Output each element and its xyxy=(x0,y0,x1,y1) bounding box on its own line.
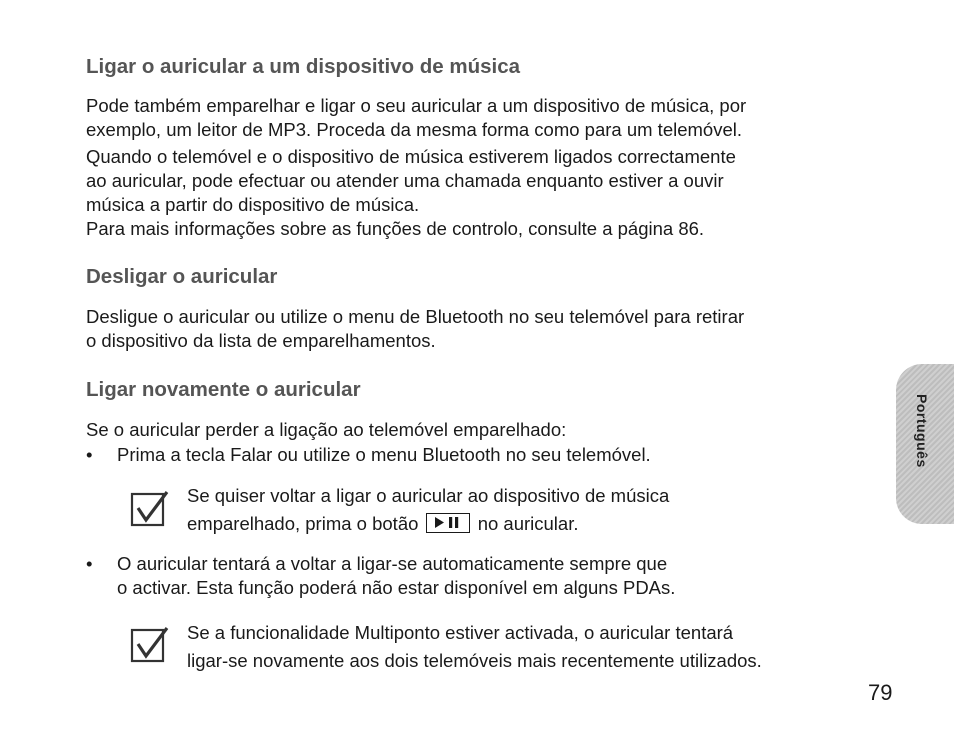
text-fragment: no auricular. xyxy=(477,513,579,534)
reconnect-intro: Se o auricular perder a ligação ao telemóvel emparelhado: xyxy=(86,419,567,440)
text-line xyxy=(187,510,669,538)
text-line: o activar. Esta função poderá não estar disponível em alguns PDAs. xyxy=(117,577,676,598)
text-line: Quando o telemóvel e o dispositivo de música estiverem ligados correctamente xyxy=(86,146,736,167)
text-line: Pode também emparelhar e ligar o seu auricular a um dispositivo de música, por xyxy=(86,95,747,116)
text-line: Se a funcionalidade Multiponto estiver activada, o auricular tentará xyxy=(187,622,734,643)
section-heading-connect-music: Ligar o auricular a um dispositivo de música xyxy=(86,55,521,78)
paragraph-calls-while-music xyxy=(86,145,736,241)
paragraph-disconnect xyxy=(86,305,744,353)
text-line: o dispositivo da lista de emparelhamentos. xyxy=(86,330,436,351)
section-heading-reconnect: Ligar novamente o auricular xyxy=(86,378,361,401)
text-line: ligar-se novamente aos dois telemóveis mais recentemente utilizados. xyxy=(187,650,762,671)
bullet-text: Prima a tecla Falar ou utilize o menu Bluetooth no seu telemóvel. xyxy=(117,444,651,465)
checkbox-check-icon xyxy=(130,626,170,671)
text-fragment: emparelhado, prima o botão xyxy=(187,513,419,534)
text-line: exemplo, um leitor de MP3. Proceda da mesma forma como para um telemóvel. xyxy=(86,119,743,140)
text-line: O auricular tentará a voltar a ligar-se automaticamente sempre que xyxy=(117,553,668,574)
text-line: Para mais informações sobre as funções de controlo, consulte a página 86. xyxy=(86,218,705,239)
text-line: ao auricular, pode efectuar ou atender uma chamada enquanto estiver a ouvir xyxy=(86,170,724,191)
checkbox-check-icon xyxy=(130,490,170,535)
text-line: Desligue o auricular ou utilize o menu de Bluetooth no seu telemóvel para retirar xyxy=(86,306,745,327)
bullet-marker: • xyxy=(86,444,93,465)
language-side-tab xyxy=(896,364,954,524)
page-number: 79 xyxy=(868,680,893,705)
side-tab-label: Português xyxy=(914,394,930,468)
bullet-text xyxy=(117,552,675,600)
paragraph-pair-music xyxy=(86,94,746,142)
note-reconnect-music xyxy=(187,482,669,538)
section-heading-disconnect: Desligar o auricular xyxy=(86,265,278,288)
play-pause-icon xyxy=(426,513,470,533)
text-line: Se quiser voltar a ligar o auricular ao dispositivo de música xyxy=(187,485,670,506)
note-multipoint xyxy=(187,619,762,675)
bullet-marker: • xyxy=(86,553,93,574)
text-line: música a partir do dispositivo de música. xyxy=(86,194,420,215)
